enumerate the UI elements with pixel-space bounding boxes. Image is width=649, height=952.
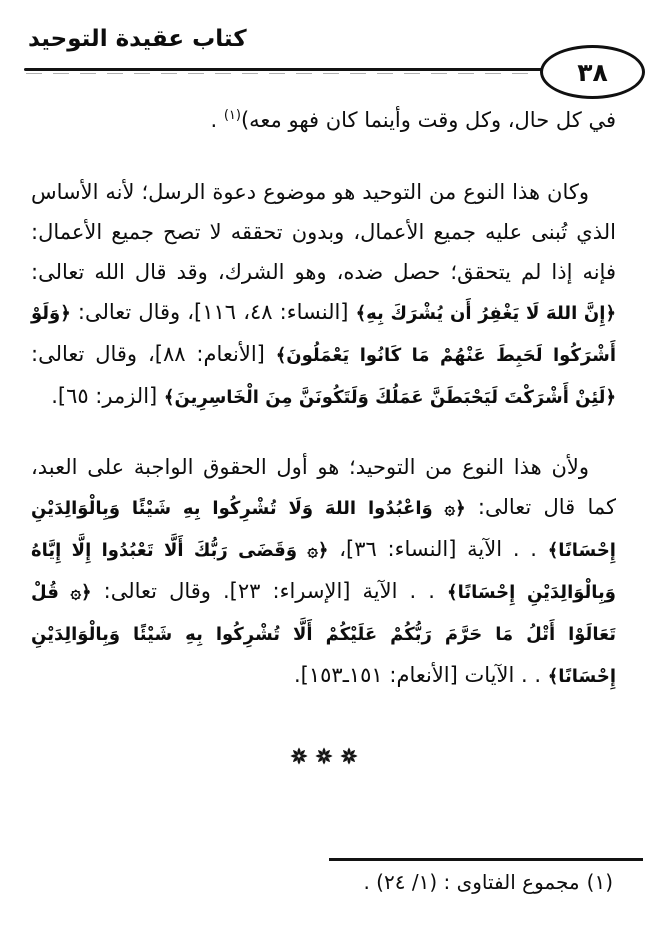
verse-reference: [الأنعام: ٨٨]، وقال تعالى: xyxy=(31,342,276,366)
footnote xyxy=(363,866,613,898)
verse-reference: . . الآية [الإسراء: ٢٣]. وقال تعالى: xyxy=(91,579,448,603)
quran-quote: ﴿إِنَّ اللهَ لَا يَغْفِرُ أَن يُشْرَكَ بِهِ﴾ xyxy=(355,303,617,324)
verse-reference: [الزمر: ٦٥]. xyxy=(51,384,164,408)
asterisk-flower-icon xyxy=(340,747,358,765)
body-text-run: . xyxy=(210,108,224,132)
header-rule xyxy=(24,68,542,71)
section-separator xyxy=(31,747,616,765)
footnote-marker: (١) xyxy=(586,870,613,894)
footnote-reference: (١) xyxy=(223,108,241,123)
asterisk-flower-icon xyxy=(290,747,308,765)
asterisk-flower-icon xyxy=(315,747,333,765)
body-text xyxy=(31,100,616,765)
paragraph-first-duty xyxy=(31,447,616,697)
footnote-text: مجموع الفتاوى : (١/ ٢٤) . xyxy=(363,870,580,894)
quran-quote: ﴿۞ قُلْ تَعَالَوْا أَتْلُ مَا حَرَّمَ رَبُّكُمْ عَلَيْكُمْ أَلَّا تُشْرِكُوا بِهِ شَيْئًا وَبِالْوَالِدَيْنِ إِحْسَانًا﴾ xyxy=(31,582,616,687)
quran-quote: ﴿۞ وَاعْبُدُوا اللهَ وَلَا تُشْرِكُوا بِهِ شَيْئًا وَبِالْوَالِدَيْنِ إِحْسَانًا﴾ xyxy=(31,498,616,561)
header-rule-scan-artifact xyxy=(26,73,534,74)
paragraph-continuation xyxy=(31,100,616,140)
verse-reference: . . الآية [النساء: ٣٦]، xyxy=(328,537,548,561)
quran-quote: ﴿لَئِنْ أَشْرَكْتَ لَيَحْبَطَنَّ عَمَلُكَ وَلَتَكُونَنَّ مِنَ الْخَاسِرِينَ﴾ xyxy=(163,387,616,408)
quran-quote: ﴿۞ وَقَضَى رَبُّكَ أَلَّا تَعْبُدُوا إِلَّا إِيَّاهُ وَبِالْوَالِدَيْنِ إِحْسَانًا﴾ xyxy=(31,540,616,603)
quran-quote: ﴿وَلَوْ أَشْرَكُوا لَحَبِطَ عَنْهُمْ مَا كَانُوا يَعْمَلُونَ﴾ xyxy=(31,303,616,366)
body-text-run: وكان هذا النوع من التوحيد هو موضوع دعوة الرسل؛ لأنه الأساس الذي تُبنى عليه جميع الأعمال، وبدون تحققه لا تصح جميع الأعمال: فإنه إذا لم يتحقق؛ حصل ضده، وهو الشرك، وقد قال الله تعالى: xyxy=(31,180,616,284)
footnote-separator-rule xyxy=(329,858,643,861)
body-text-run: ولأن هذا النوع من التوحيد؛ هو أول الحقوق الواجبة على العبد، كما قال تعالى: xyxy=(31,455,616,519)
page-number-badge xyxy=(540,45,645,99)
book-title: كتاب عقيدة التوحيد xyxy=(28,26,247,52)
verse-reference: . . الآيات [الأنعام: ١٥١ـ١٥٣]. xyxy=(293,663,548,687)
verse-reference: [النساء: ٤٨، ١١٦]، وقال تعالى: xyxy=(70,300,356,324)
paragraph-tawhid-dawah xyxy=(31,172,616,418)
page-number: ٣٨ xyxy=(577,57,608,87)
body-text-run: في كل حال، وكل وقت وأينما كان فهو معه) xyxy=(240,108,616,132)
